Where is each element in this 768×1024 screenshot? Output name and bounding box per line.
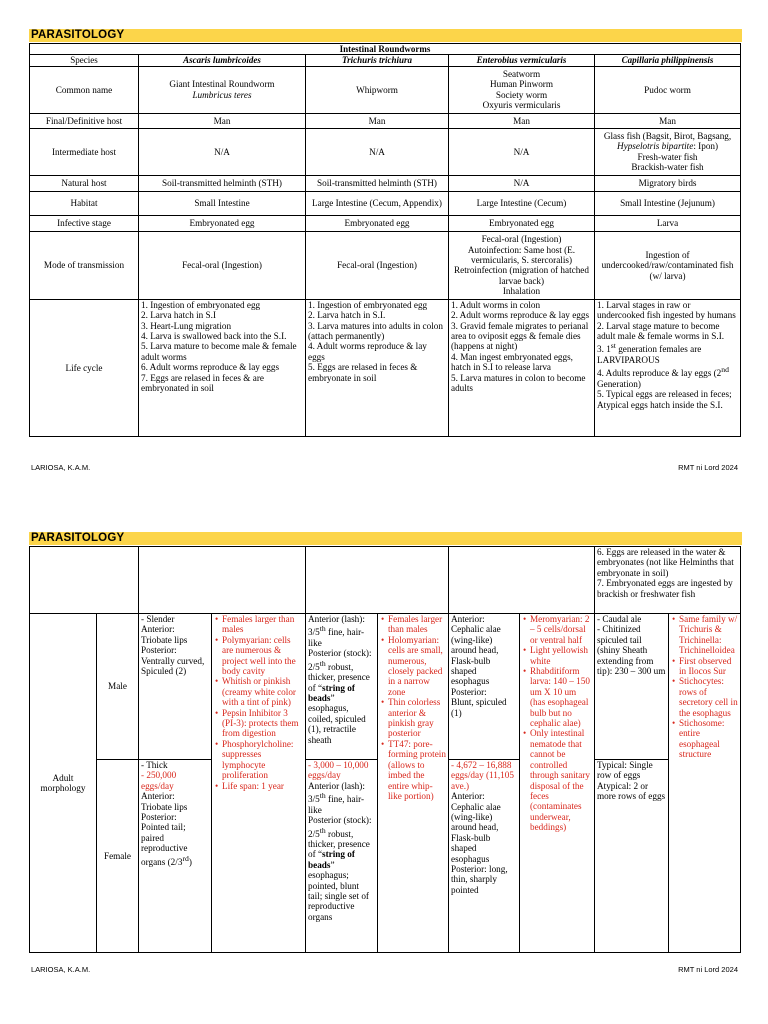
page-1: [0, 0, 768, 500]
species-header: Species: [30, 55, 139, 66]
page-2: [0, 512, 768, 1012]
page-1-section-title: PARASITOLOGY: [29, 29, 742, 42]
ascaris-female: - Thick - 250,000 eggs/day Anterior: Triobate lips Posterior: Pointed tail; paired reproductive organs (2/3rd): [139, 760, 212, 953]
page-2-footer-author: LARIOSA, K.A.M.: [31, 965, 91, 974]
trichuris-female: - 3,000 – 10,000 eggs/day Anterior (lash): 3/5th fine, hair-like Posterior (stock): 2/5th robust, thicker, presence of “string of beads” esophagus; pointed, blunt tail; single set of reproductive organs: [306, 760, 378, 953]
intermediate-host-trichuris: N/A: [306, 128, 449, 175]
common-name-capillaria: Pudoc worm: [595, 66, 741, 113]
page-1-footer-author: LARIOSA, K.A.M.: [31, 463, 91, 472]
row-label-intermediate-host: Intermediate host: [30, 128, 139, 175]
natural-host-capillaria: Migratory birds: [595, 175, 741, 191]
continuation-empty-2: [139, 547, 306, 614]
mode-ascaris: Fecal-oral (Ingestion): [139, 231, 306, 299]
row-label-natural-host: Natural host: [30, 175, 139, 191]
species-trichuris: Trichuris trichiura: [306, 55, 449, 66]
row-label-mode-of-transmission: Mode of transmission: [30, 231, 139, 299]
infective-stage-trichuris: Embryonated egg: [306, 215, 449, 231]
species-enterobius: Enterobius vermicularis: [449, 55, 595, 66]
continuation-empty-4: [449, 547, 595, 614]
infective-stage-ascaris: Embryonated egg: [139, 215, 306, 231]
row-label-life-cycle: Life cycle: [30, 299, 139, 436]
habitat-enterobius: Large Intestine (Cecum): [449, 191, 595, 215]
mode-capillaria: Ingestion of undercooked/raw/contaminated fish (w/ larva): [595, 231, 741, 299]
row-label-female: Female: [97, 760, 139, 953]
final-host-ascaris: Man: [139, 113, 306, 128]
enterobius-male: Anterior: Cephalic alae (wing-like) around head, Flask-bulb shaped esophagus Posterior: Blunt, spiculed (1): [449, 614, 520, 760]
natural-host-trichuris: Soil-transmitted helminth (STH): [306, 175, 449, 191]
final-host-capillaria: Man: [595, 113, 741, 128]
ascaris-male: - Slender Anterior: Triobate lips Posterior: Ventrally curved, Spiculed (2): [139, 614, 212, 760]
enterobius-notes: • Meromyarian: 2 – 5 cells/dorsal or ventral half • Light yellowish white • Rhabditiform larva: 140 – 150 um X 10 um (has esophageal bulb but no cephalic alae) • Only intestinal nematode that cannot be controlled through sanitary disposal of the feces (contaminates underwear, beddings): [520, 614, 595, 953]
life-cycle-ascaris: 1. Ingestion of embryonated egg 2. Larva hatch in S.I 3. Heart-Lung migration 4. Larva is swallowed back into the S.I. 5. Larva mature to become male & female adult worms 6. Adult worms reproduce & lay eggs 7. Eggs are relased in feces & are embryonated in soil: [139, 299, 306, 436]
page-2-footer-credit: RMT ni Lord 2024: [678, 965, 738, 974]
adult-morphology-table: [29, 546, 741, 953]
intestinal-roundworms-table: [29, 43, 741, 437]
intermediate-host-ascaris: N/A: [139, 128, 306, 175]
capillaria-male: - Caudal ale - Chitinized spiculed tail (shiny Sheath extending from tip): 230 – 300 um: [595, 614, 669, 760]
table-title: Intestinal Roundworms: [30, 44, 741, 55]
row-label-adult-morphology: Adult morphology: [30, 614, 97, 953]
continuation-empty-3: [306, 547, 449, 614]
habitat-trichuris: Large Intestine (Cecum, Appendix): [306, 191, 449, 215]
capillaria-female: Typical: Single row of eggs Atypical: 2 or more rows of eggs: [595, 760, 669, 953]
row-label-infective-stage: Infective stage: [30, 215, 139, 231]
common-name-ascaris: Giant Intestinal Roundworm Lumbricus teres: [139, 66, 306, 113]
common-name-enterobius: Seatworm Human Pinworm Society worm Oxyuris vermicularis: [449, 66, 595, 113]
page-2-section-title: PARASITOLOGY: [29, 532, 742, 545]
ascaris-notes: • Females larger than males • Polymyarian: cells are numerous & project well into the body cavity • Whitish or pinkish (creamy white color with a tint of pink) • Pepsin Inhibitor 3 (PI-3): protects them from digestion • Phosphorylcholine: suppresses lymphocyte proliferation • Life span: 1 year: [212, 614, 306, 953]
life-cycle-capillaria: 1. Larval stages in raw or undercooked fish ingested by humans 2. Larval stage mature to become adult male & female worms in S.I. 3. 1st generation females are LARVIPAROUS 4. Adults reproduce & lay eggs (2nd Generation) 5. Typical eggs are released in feces; Atypical eggs hatch inside the S.I.: [595, 299, 741, 436]
continuation-empty-1: [30, 547, 139, 614]
natural-host-enterobius: N/A: [449, 175, 595, 191]
trichuris-male: Anterior (lash): 3/5th fine, hair-like Posterior (stock): 2/5th robust, thicker, presence of “string of beads” esophagus, coiled, spiculed (1), retractile sheath: [306, 614, 378, 760]
habitat-ascaris: Small Intestine: [139, 191, 306, 215]
row-label-male: Male: [97, 614, 139, 760]
life-cycle-enterobius: 1. Adult worms in colon 2. Adult worms reproduce & lay eggs 3. Gravid female migrates to perianal area to oviposit eggs & female dies (happens at night) 4. Man ingest embryonated eggs, hatch in S.I to release larva 5. Larva matures in colon to become adults: [449, 299, 595, 436]
mode-enterobius: Fecal-oral (Ingestion) Autoinfection: Same host (E. vermicularis, S. stercoralis) Retroinfection (migration of hatched larvae back) Inhalation: [449, 231, 595, 299]
row-label-habitat: Habitat: [30, 191, 139, 215]
row-label-final-host: Final/Definitive host: [30, 113, 139, 128]
infective-stage-capillaria: Larva: [595, 215, 741, 231]
page-1-footer-credit: RMT ni Lord 2024: [678, 463, 738, 472]
life-cycle-capillaria-continued: 6. Eggs are released in the water & embryonates (not like Helminths that embryonate in soil) 7. Embryonated eggs are ingested by brackish or freshwater fish: [595, 547, 741, 614]
trichuris-notes: • Females larger than males • Holomyarian: cells are small, numerous, closely packed in a narrow zone • Thin colorless anterior & pinkish gray posterior • TT47: pore-forming protein (allows to imbed the entire whip-like portion): [378, 614, 449, 953]
final-host-trichuris: Man: [306, 113, 449, 128]
final-host-enterobius: Man: [449, 113, 595, 128]
intermediate-host-enterobius: N/A: [449, 128, 595, 175]
habitat-capillaria: Small Intestine (Jejunum): [595, 191, 741, 215]
row-label-common-name: Common name: [30, 66, 139, 113]
natural-host-ascaris: Soil-transmitted helminth (STH): [139, 175, 306, 191]
enterobius-female: - 4,672 – 16,888 eggs/day (11,105 ave.) Anterior: Cephalic alae (wing-like) around head, Flask-bulb shaped esophagus Posterior: long, thin, sharply pointed: [449, 760, 520, 953]
common-name-trichuris: Whipworm: [306, 66, 449, 113]
capillaria-notes: • Same family w/ Trichuris & Trichinella: Trichinelloidea • First observed in Ilocos Sur • Stichocytes: rows of secretory cell in the esophagus • Stichosome: entire esophageal structure: [669, 614, 741, 953]
infective-stage-enterobius: Embryonated egg: [449, 215, 595, 231]
mode-trichuris: Fecal-oral (Ingestion): [306, 231, 449, 299]
species-ascaris: Ascaris lumbricoides: [139, 55, 306, 66]
life-cycle-trichuris: 1. Ingestion of embryonated egg 2. Larva hatch in S.I. 3. Larva matures into adults in colon (attach permanently) 4. Adult worms reproduce & lay eggs 5. Eggs are relased in feces & embryonate in soil: [306, 299, 449, 436]
species-capillaria: Capillaria philippinensis: [595, 55, 741, 66]
intermediate-host-capillaria: Glass fish (Bagsit, Birot, Bagsang, Hypselotris bipartite: Ipon) Fresh-water fish Brackish-water fish: [595, 128, 741, 175]
